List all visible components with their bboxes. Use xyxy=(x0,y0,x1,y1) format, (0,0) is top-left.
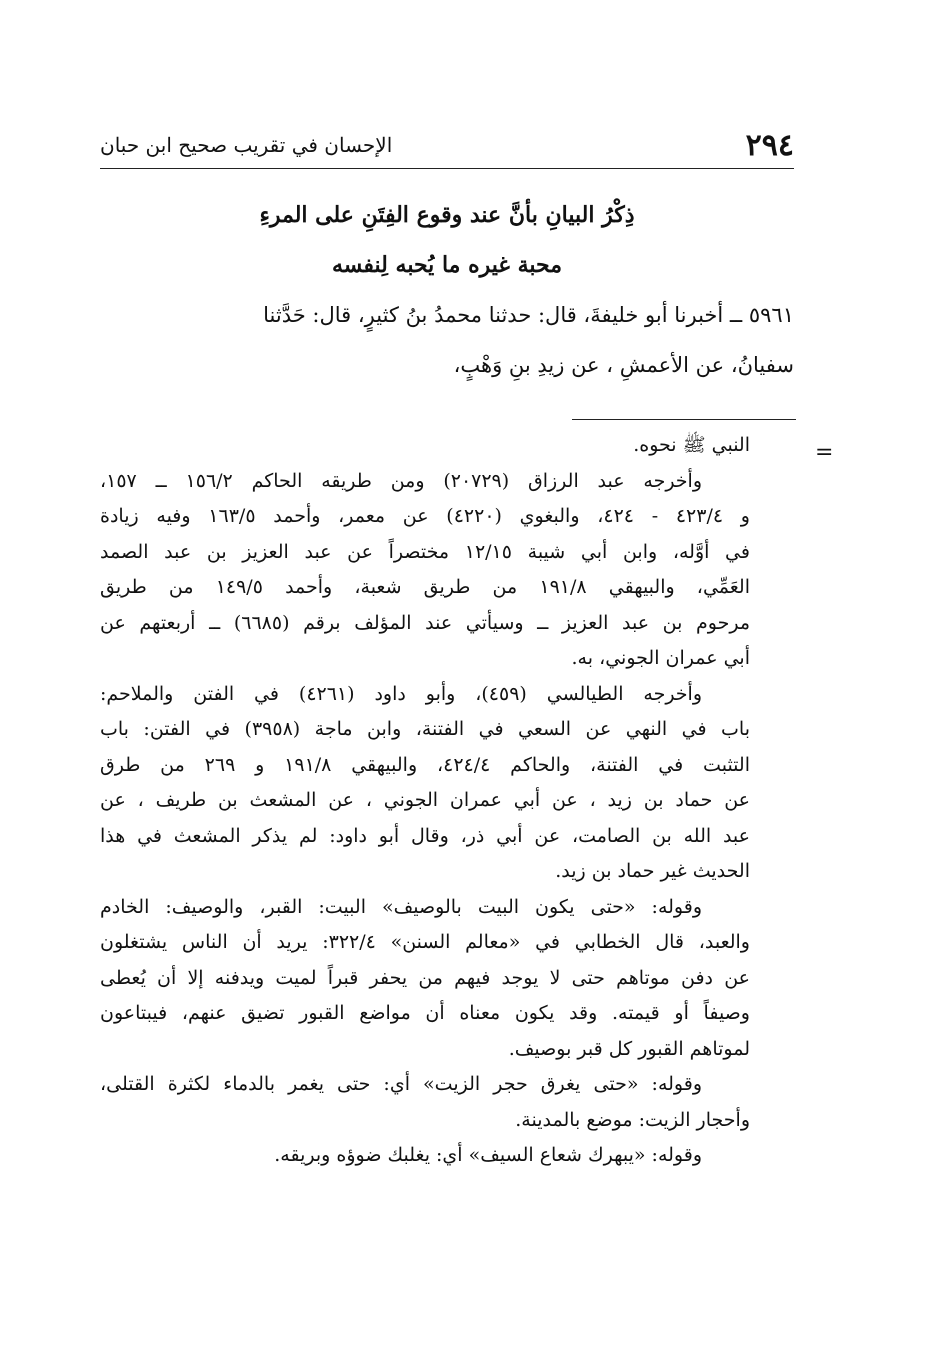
chapter-title xyxy=(100,190,794,290)
footnotes xyxy=(100,428,750,1174)
footnote-line: عن دفن موتاهم حتى لا يوجد فيهم من يحفر قبراً لميت ويدفنه إلا أن يُعطى xyxy=(100,966,750,989)
hadith-line: سفيانُ، عن الأعمشِ ، عن زيدِ بنِ وَهْبٍ، xyxy=(453,353,794,377)
page-header xyxy=(100,128,794,162)
footnote-line: مرحوم بن عبد العزيز ــ وسيأتي عند المؤلف برقم (٦٦٨٥) ــ أربعتهم عن xyxy=(100,611,750,634)
footnote-line: عبد الله بن الصامت، عن أبي ذر، وقال أبو داود: لم يذكر المشعث في هذا xyxy=(100,824,750,847)
continuation-mark: = xyxy=(815,440,834,465)
footnote-line: العَمِّي، والبيهقي ١٩١/٨ من طريق شعبة، وأحمد ١٤٩/٥ من طريق xyxy=(100,576,750,598)
chapter-title-line: ذِكْرُ البيانِ بأنَّ عند وقوع الفِتَنِ على المرءِ xyxy=(259,202,635,228)
footnote-line: وأحجار الزيت: موضع بالمدينة. xyxy=(515,1108,750,1131)
footnote-line: التثبت في الفتنة، والحاكم ٤٢٤/٤، والبيهقي ١٩١/٨ و ٢٦٩ من طرق xyxy=(100,753,750,776)
footnote-line: وصيفاً أو قيمته. وقد يكون معناه أن مواضع القبور تضيق عنهم، فيبتاعون xyxy=(100,1002,750,1024)
footnote-line: وأخرجه عبد الرزاق (٢٠٧٢٩) ومن طريقه الحاكم ١٥٦/٢ ــ ١٥٧، xyxy=(100,469,703,492)
footnote-line: وأخرجه الطيالسي (٤٥٩)، وأبو داود (٤٢٦١) في الفتن والملاحم: xyxy=(100,682,703,705)
chapter-title-line: محبة غيره ما يُحبه لِنفسه xyxy=(331,252,562,278)
footnote-line: في أوَّله، وابن أبي شيبة ١٢/١٥ مختصراً عن عبد العزيز بن عبد الصمد xyxy=(100,540,750,563)
footnote-line: الحديث غير حماد بن زيد. xyxy=(555,860,750,882)
page-number: ٢٩٤ xyxy=(745,127,794,163)
footnote-rule xyxy=(572,419,796,420)
hadith-text xyxy=(100,290,794,390)
footnote-line: والعبد، قال الخطابي في «معالم السنن» ٣٢٢/٤: يريد أن الناس يشتغلون xyxy=(100,931,750,953)
footnote-line: عن حماد بن زيد ، عن أبي عمران الجوني ، عن المشعث بن طريف ، عن xyxy=(100,789,750,811)
footnote-line: وقوله: «حتى يغرق حجر الزيت» أي: حتى يغمر بالدماء لكثرة القتلى، xyxy=(100,1073,702,1095)
header-rule xyxy=(100,168,794,169)
footnote-line: أبي عمران الجوني، به. xyxy=(571,647,750,669)
hadith-line: ٥٩٦١ ــ أخبرنا أبو خليفةَ، قال: حدثنا محمدُ بنُ كثيرٍ، قال: حَدَّثنا xyxy=(263,303,794,327)
footnote-line: النبي ﷺ نحوه. xyxy=(633,434,750,456)
running-title: الإحسان في تقريب صحيح ابن حبان xyxy=(100,133,393,157)
footnote-line: وقوله: «حتى يكون البيت بالوصيف» البيت: القبر، والوصيف: الخادم xyxy=(100,895,702,918)
footnote-line: وقوله: «يبهرك شعاع السيف» أي: يغلبك ضوؤه وبريقه. xyxy=(274,1144,702,1166)
footnote-line: باب في النهي عن السعي في الفتنة، وابن ماجة (٣٩٥٨) في الفتن: باب xyxy=(100,718,750,740)
footnote-line: لموتاهم القبور كل قبر بوصيف. xyxy=(508,1037,750,1060)
footnote-line: و ٤٢٣/٤ - ٤٢٤، والبغوي (٤٢٢٠) عن معمر، وأحمد ١٦٣/٥ وفيه زيادة xyxy=(100,505,750,527)
